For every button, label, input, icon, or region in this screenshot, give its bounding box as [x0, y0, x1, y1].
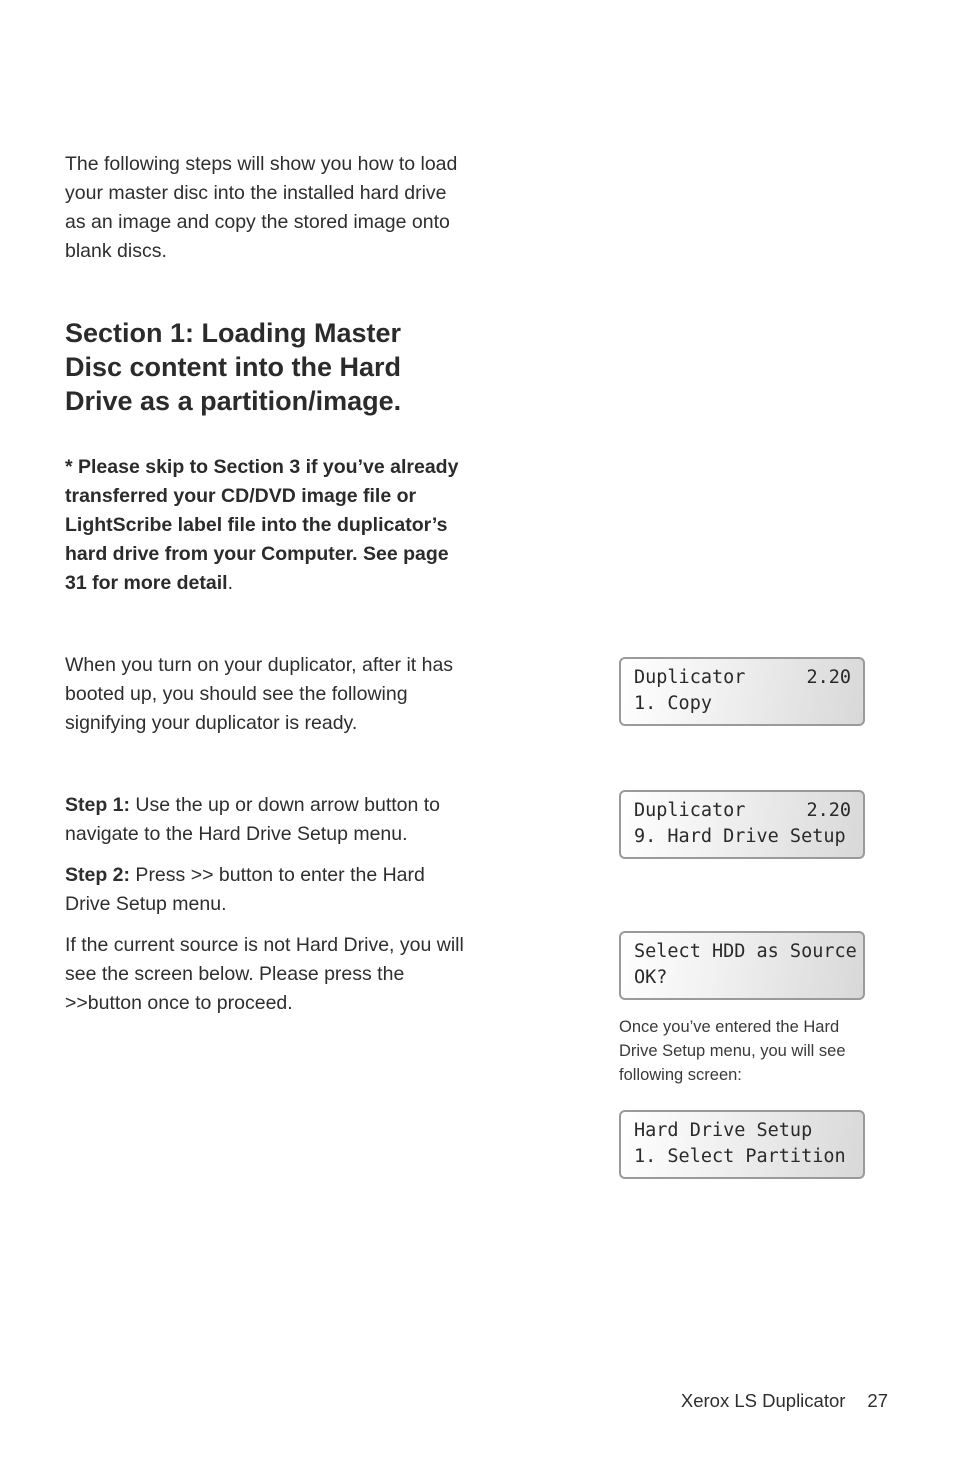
- intro-text: The following steps will show you how to load your master disc into the installed hard drive as an image and copy the stored image onto blank discs.: [65, 153, 458, 262]
- intro-paragraph: [65, 150, 465, 266]
- page-number: 27: [867, 1390, 888, 1411]
- skip-note-bold: * Please skip to Section 3 if you’ve already transferred your CD/DVD image file or LightScribe label file into the duplicator’s hard drive from your Computer. See page 31 for more detail: [65, 456, 459, 594]
- lcd-line-1-left: Select HDD as Source: [634, 941, 857, 962]
- lcd-line-2-text: 9. Hard Drive Setup: [634, 826, 846, 847]
- step-1-text: Use the up or down arrow button to navigate to the Hard Drive Setup menu.: [65, 794, 441, 845]
- lcd-screen-ready: [619, 657, 865, 726]
- boot-paragraph: [65, 651, 465, 738]
- step-1: [65, 791, 465, 849]
- lcd-line-1: [634, 798, 851, 824]
- lcd-line-1-left: Duplicator: [634, 667, 746, 688]
- lcd-screen-hard-drive-setup: [619, 1110, 865, 1179]
- lcd-line-1-left: Hard Drive Setup: [634, 1120, 813, 1141]
- section-heading: Section 1: Loading Master Disc content into the Hard Drive as a partition/image.: [65, 318, 402, 416]
- lcd-line-1: [634, 939, 857, 965]
- footer-title: Xerox LS Duplicator: [680, 1390, 846, 1411]
- step-2: [65, 861, 465, 919]
- lcd-line-2-text: 1. Select Partition: [634, 1146, 846, 1167]
- lcd-line-2: [634, 824, 851, 850]
- lcd-line-1-right: 2.20: [806, 800, 851, 821]
- lcd-line-1: [634, 1118, 851, 1144]
- lcd-line-2: [634, 691, 851, 717]
- skip-note: [65, 453, 465, 598]
- lcd-line-2: [634, 965, 851, 991]
- lcd-line-2-text: OK?: [634, 967, 668, 988]
- page-footer: [600, 1388, 888, 1414]
- lcd-screen-select-source: [619, 931, 865, 1000]
- lcd-line-1-left: Duplicator: [634, 800, 746, 821]
- lcd-line-2-text: 1. Copy: [634, 693, 712, 714]
- source-note: [65, 931, 465, 1018]
- step-2-text: Press >> button to enter the Hard Drive Setup menu.: [65, 864, 425, 915]
- lcd-line-1-right: 2.20: [806, 667, 851, 688]
- boot-text: When you turn on your duplicator, after it has booted up, you should see the following signifying your duplicator is ready.: [65, 654, 454, 734]
- source-note-text: If the current source is not Hard Drive, you will see the screen below. Please press the >>button once to proceed.: [65, 934, 464, 1014]
- lcd-line-2: [634, 1144, 851, 1170]
- skip-note-tail: .: [227, 572, 233, 594]
- step-2-label: Step 2:: [65, 864, 131, 886]
- lcd-line-1: [634, 665, 851, 691]
- lcd-screen-hard-drive-menu: [619, 790, 865, 859]
- lcd-caption: Once you’ve entered the Hard Drive Setup menu, you will see following screen:: [619, 1018, 846, 1084]
- step-1-label: Step 1:: [65, 794, 131, 816]
